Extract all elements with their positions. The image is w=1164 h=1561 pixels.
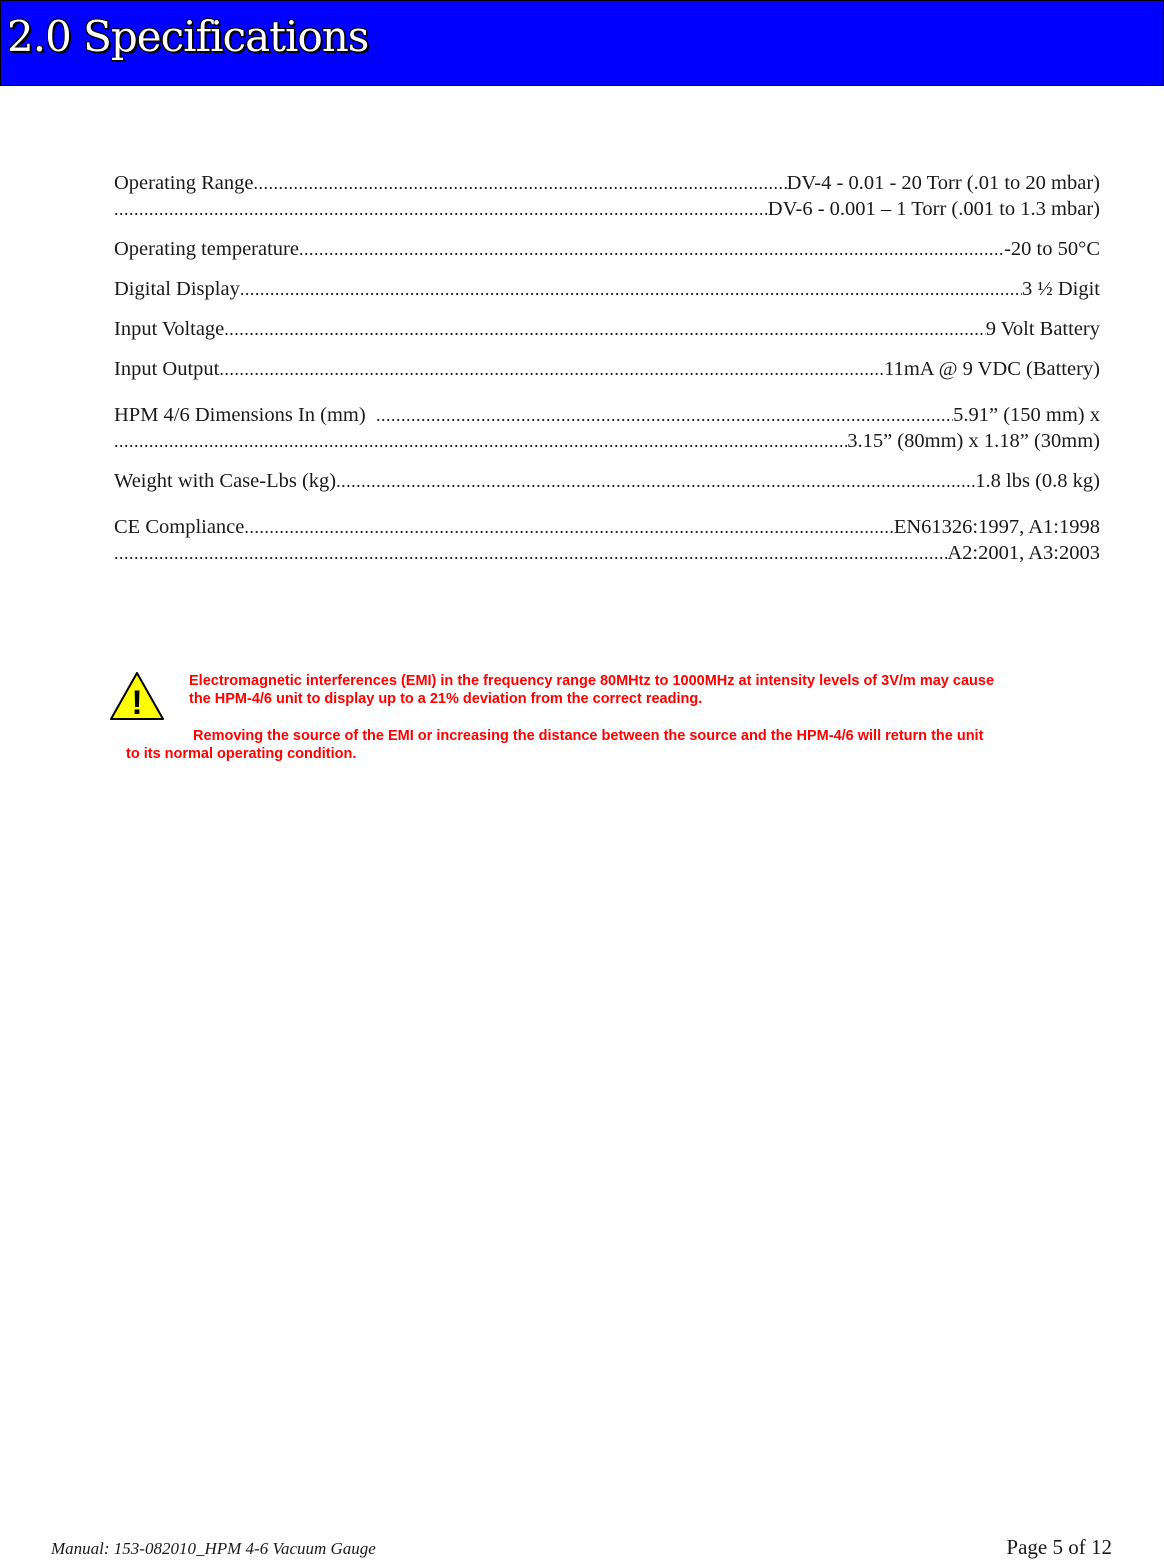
- dot-leader: [114, 540, 947, 566]
- spec-ce-compliance: [114, 514, 1100, 566]
- footer-manual-reference: Manual: 153-082010_HPM 4-6 Vacuum Gauge: [51, 1539, 376, 1558]
- dot-leader: [376, 402, 953, 428]
- dot-leader: [224, 316, 985, 342]
- specifications-list: [114, 170, 1100, 580]
- section-title: 2.0 Specifications: [7, 12, 369, 61]
- spec-operating-temperature: [114, 236, 1100, 262]
- dot-leader: [253, 170, 786, 196]
- dot-leader: [219, 356, 884, 382]
- spec-value: -20 to 50°C: [1004, 238, 1100, 260]
- warning-text-line-4: to its normal operating condition.: [126, 746, 357, 762]
- spec-value: DV-4 - 0.01 - 20 Torr (.01 to 20 mbar): [786, 172, 1100, 194]
- spec-label: Digital Display: [114, 278, 240, 300]
- spec-value: 1.8 lbs (0.8 kg): [975, 470, 1100, 492]
- spec-value: 5.91” (150 mm) x: [953, 404, 1100, 426]
- spec-label: Input Voltage: [114, 318, 225, 340]
- spec-digital-display: [114, 276, 1100, 302]
- section-header-banner: [0, 0, 1164, 86]
- spec-value: EN61326:1997, A1:1998: [893, 516, 1100, 538]
- spec-operating-range: [114, 170, 1100, 222]
- warning-triangle-icon: [108, 670, 166, 722]
- dot-leader: [299, 236, 1004, 262]
- spec-value: 11mA @ 9 VDC (Battery): [884, 358, 1100, 380]
- dot-leader: [114, 196, 768, 222]
- warning-text-line-2: the HPM-4/6 unit to display up to a 21% deviation from the correct reading.: [189, 691, 703, 707]
- spec-label: HPM 4/6 Dimensions In (mm): [114, 404, 376, 426]
- spec-value: 3 ½ Digit: [1021, 278, 1100, 300]
- spec-value: 9 Volt Battery: [985, 318, 1100, 340]
- spec-value-continued: A2:2001, A3:2003: [947, 542, 1100, 564]
- spec-value-continued: DV-6 - 0.001 – 1 Torr (.001 to 1.3 mbar): [767, 198, 1100, 220]
- dot-leader: [336, 468, 975, 494]
- footer-page-number: Page 5 of 12: [1006, 1535, 1112, 1559]
- spec-label: Weight with Case-Lbs (kg): [114, 470, 337, 492]
- spec-label: Operating temperature: [114, 238, 299, 260]
- spec-label: CE Compliance: [114, 516, 245, 538]
- warning-exclamation-glyph: !: [131, 684, 143, 722]
- spec-label: Operating Range: [114, 172, 254, 194]
- dot-leader: [244, 514, 893, 540]
- warning-text-line-1: Electromagnetic interferences (EMI) in the frequency range 80MHtz to 1000MHz at intensity levels of 3V/m may cause: [189, 673, 995, 689]
- spec-dimensions: [114, 402, 1100, 454]
- spec-weight: [114, 468, 1100, 494]
- warning-text-line-3: Removing the source of the EMI or increasing the distance between the source and the HPM-4/6 will return the unit: [189, 728, 984, 744]
- spec-value-continued: 3.15” (80mm) x 1.18” (30mm): [847, 430, 1100, 452]
- spec-input-output: [114, 356, 1100, 382]
- dot-leader: [114, 428, 847, 454]
- spec-label: Input Output: [114, 358, 220, 380]
- spec-input-voltage: [114, 316, 1100, 342]
- dot-leader: [240, 276, 1022, 302]
